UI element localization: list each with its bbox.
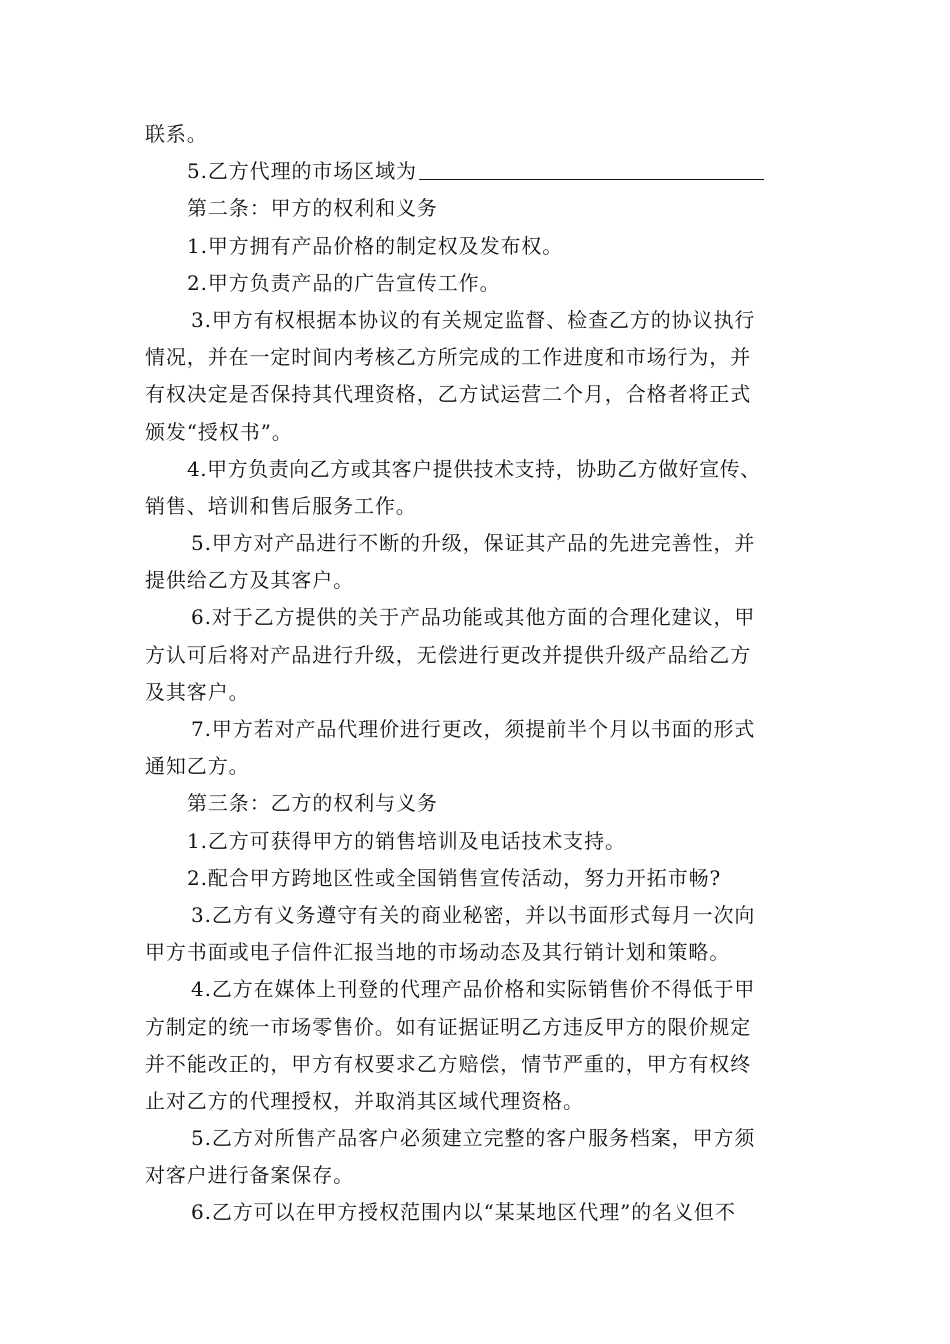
text-line: 6.乙方可以在甲方授权范围内以“某某地区代理”的名义但不	[191, 1200, 736, 1225]
text-line: 止对乙方的代理授权，并取消其区域代理资格。	[145, 1088, 584, 1113]
text-line: 7.甲方若对产品代理价进行更改，须提前半个月以书面的形式	[191, 717, 756, 741]
text-line: 销售、培训和售后服务工作。	[145, 493, 417, 518]
text-line: 5.乙方对所售产品客户必须建立完整的客户服务档案，甲方须	[191, 1126, 756, 1151]
text-line: 2.配合甲方跨地区性或全国销售宣传活动，努力开拓市畅?	[187, 865, 722, 890]
text-line: 2.甲方负责产品的广告宣传工作。	[187, 270, 501, 295]
text-line: 5.甲方对产品进行不断的升级，保证其产品的先进完善性，并	[191, 531, 756, 556]
text-line: 颁发“授权书”。	[145, 419, 293, 444]
text-line: 方认可后将对产品进行升级，无偿进行更改并提供升级产品给乙方	[145, 642, 752, 667]
text-line: 对客户进行备案保存。	[145, 1163, 354, 1188]
section-heading: 第二条：甲方的权利和义务	[187, 196, 438, 221]
text-line: 4.甲方负责向乙方或其客户提供技术支持，协助乙方做好宣传、	[187, 456, 761, 481]
market-region-blank	[419, 155, 764, 180]
document-page	[145, 116, 810, 1232]
text-line: 1.甲方拥有产品价格的制定权及发布权。	[187, 233, 564, 258]
text-line: 并不能改正的，甲方有权要求乙方赔偿，情节严重的，甲方有权终	[145, 1051, 752, 1076]
market-region-line	[145, 153, 810, 190]
text-line: 提供给乙方及其客户。	[145, 568, 354, 593]
text-line: 6.对于乙方提供的关于产品功能或其他方面的合理化建议，甲	[191, 605, 756, 630]
text-line: 1.乙方可获得甲方的销售培训及电话技术支持。	[187, 828, 626, 853]
text-line: 甲方书面或电子信件汇报当地的市场动态及其行销计划和策略。	[145, 940, 731, 965]
text-line: 及其客户。	[145, 679, 250, 704]
market-region-label: 5.乙方代理的市场区域为	[187, 159, 417, 184]
text-line: 有权决定是否保持其代理资格，乙方试运营二个月，合格者将正式	[145, 382, 752, 407]
text-line: 联系。	[145, 122, 208, 146]
text-line: 3.乙方有义务遵守有关的商业秘密，并以书面形式每月一次向	[191, 902, 756, 927]
text-line: 4.乙方在媒体上刊登的代理产品价格和实际销售价不得低于甲	[191, 977, 756, 1002]
section-heading: 第三条：乙方的权利与义务	[187, 791, 438, 816]
text-line: 方制定的统一市场零售价。如有证据证明乙方违反甲方的限价规定	[145, 1014, 752, 1039]
text-line: 通知乙方。	[145, 754, 250, 779]
text-line: 3.甲方有权根据本协议的有关规定监督、检查乙方的协议执行	[191, 307, 756, 332]
text-line: 情况，并在一定时间内考核乙方所完成的工作进度和市场行为，并	[145, 345, 752, 370]
